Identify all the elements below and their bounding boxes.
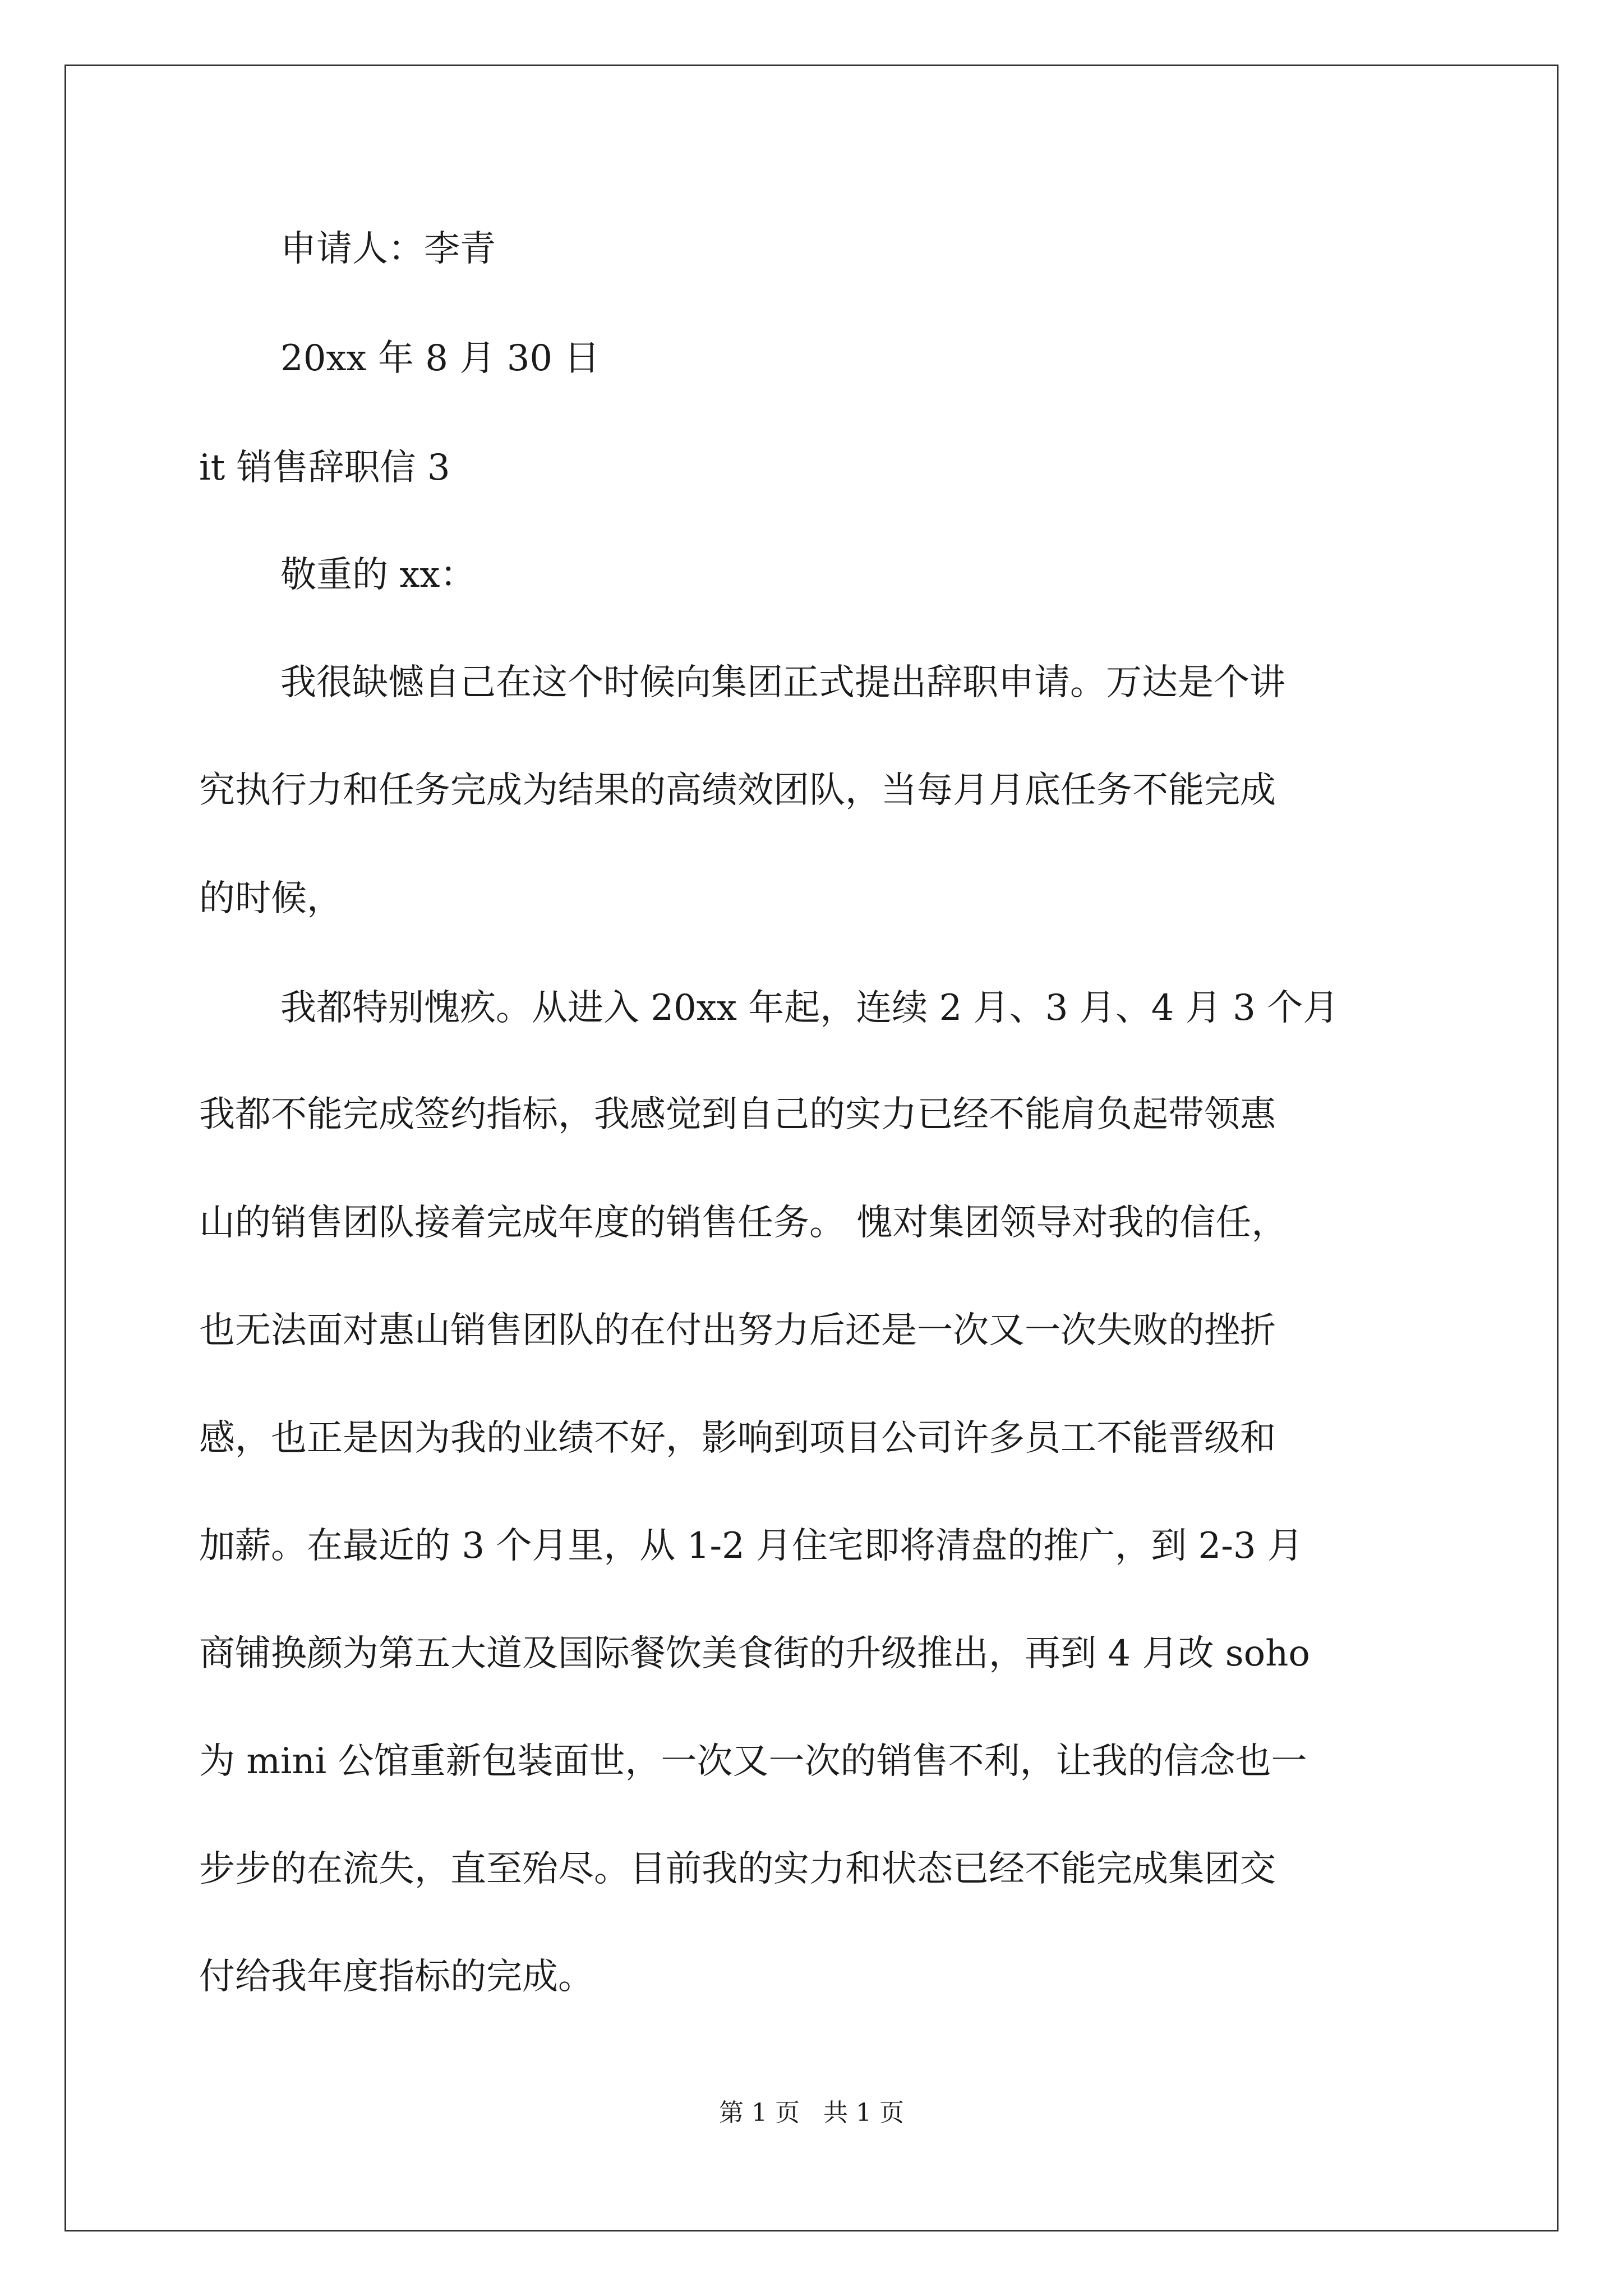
page-footer: 第 1 页 共 1 页	[719, 2099, 904, 2127]
paragraph-line: 商铺换颜为第五大道及国际餐饮美食街的升级推出，再到 4 月改 soho	[199, 1633, 1310, 1674]
paragraph-line: 我都特别愧疚。从进入 20xx 年起，连续 2 月、3 月、4 月 3 个月	[280, 987, 1339, 1029]
paragraph-line: 我都不能完成签约指标，我感觉到自己的实力已经不能肩负起带领惠	[199, 1094, 1276, 1135]
paragraph-line: 加薪。在最近的 3 个月里，从 1-2 月住宅即将清盘的推广，到 2-3 月	[199, 1525, 1303, 1567]
salutation-line: 敬重的 xx：	[280, 554, 476, 596]
paragraph-line: 究执行力和任务完成为结果的高绩效团队，当每月月底任务不能完成	[199, 770, 1276, 811]
paragraph-line: 山的销售团队接着完成年度的销售任务。 愧对集团领导对我的信任，	[199, 1202, 1288, 1244]
paragraph-line: 感，也正是因为我的业绩不好，影响到项目公司许多员工不能晋级和	[199, 1418, 1276, 1459]
date-line: 20xx 年 8 月 30 日	[280, 338, 600, 379]
paragraph-line: 也无法面对惠山销售团队的在付出努力后还是一次又一次失败的挫折	[199, 1310, 1276, 1351]
paragraph-line: 为 mini 公馆重新包装面世，一次又一次的销售不利，让我的信念也一	[199, 1741, 1307, 1782]
applicant-line: 申请人：李青	[280, 228, 496, 270]
section-title: it 销售辞职信 3	[199, 447, 450, 489]
paragraph-line: 的时候，	[199, 878, 343, 919]
paragraph-line: 付给我年度指标的完成。	[199, 1956, 594, 1998]
paragraph-line: 步步的在流失，直至殆尽。目前我的实力和状态已经不能完成集团交	[199, 1848, 1276, 1890]
paragraph-line: 我很缺憾自己在这个时候向集团正式提出辞职申请。万达是个讲	[280, 662, 1285, 703]
page-border	[64, 65, 1559, 2231]
